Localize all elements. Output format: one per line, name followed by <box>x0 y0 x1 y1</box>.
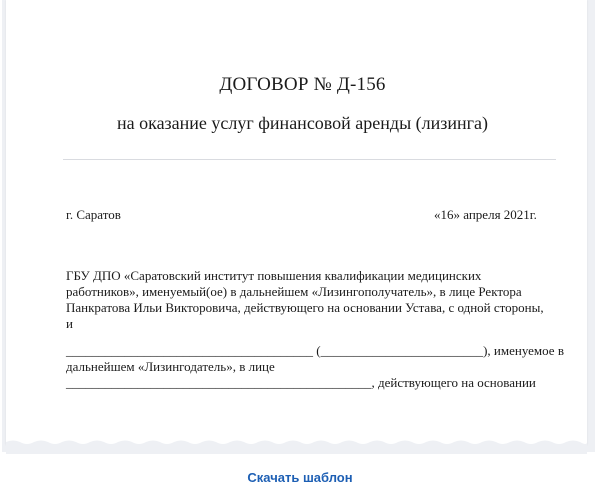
paragraph-line: ______________________________________ (_________________________), именуемое в <box>66 343 564 358</box>
contract-subtitle: на оказание услуг финансовой аренды (лизинга) <box>116 113 489 133</box>
download-template-link[interactable]: Скачать шаблон <box>247 470 353 485</box>
document-page <box>6 0 587 445</box>
contract-date: «16» апреля 2021г. <box>434 207 537 222</box>
contract-title: ДОГОВОР № Д-156 <box>219 74 386 95</box>
paragraph-line: дальнейшем «Лизингодатель», в лице <box>66 359 275 374</box>
paragraph-line: ГБУ ДПО «Саратовский институт повышения квалификации медицинских <box>66 268 482 283</box>
contract-city: г. Саратов <box>66 207 121 222</box>
paragraph-line: и <box>66 316 73 331</box>
divider <box>63 159 556 160</box>
torn-edge <box>6 430 587 454</box>
paragraph-line: Панкратова Ильи Викторовича, действующего на основании Устава, с одной стороны, <box>66 300 544 315</box>
paragraph-line: _______________________________________________, действующего на основании <box>66 375 536 390</box>
paragraph-line: работников», именуемый(ое) в дальнейшем «Лизингополучатель», в лице Ректора <box>66 284 522 299</box>
